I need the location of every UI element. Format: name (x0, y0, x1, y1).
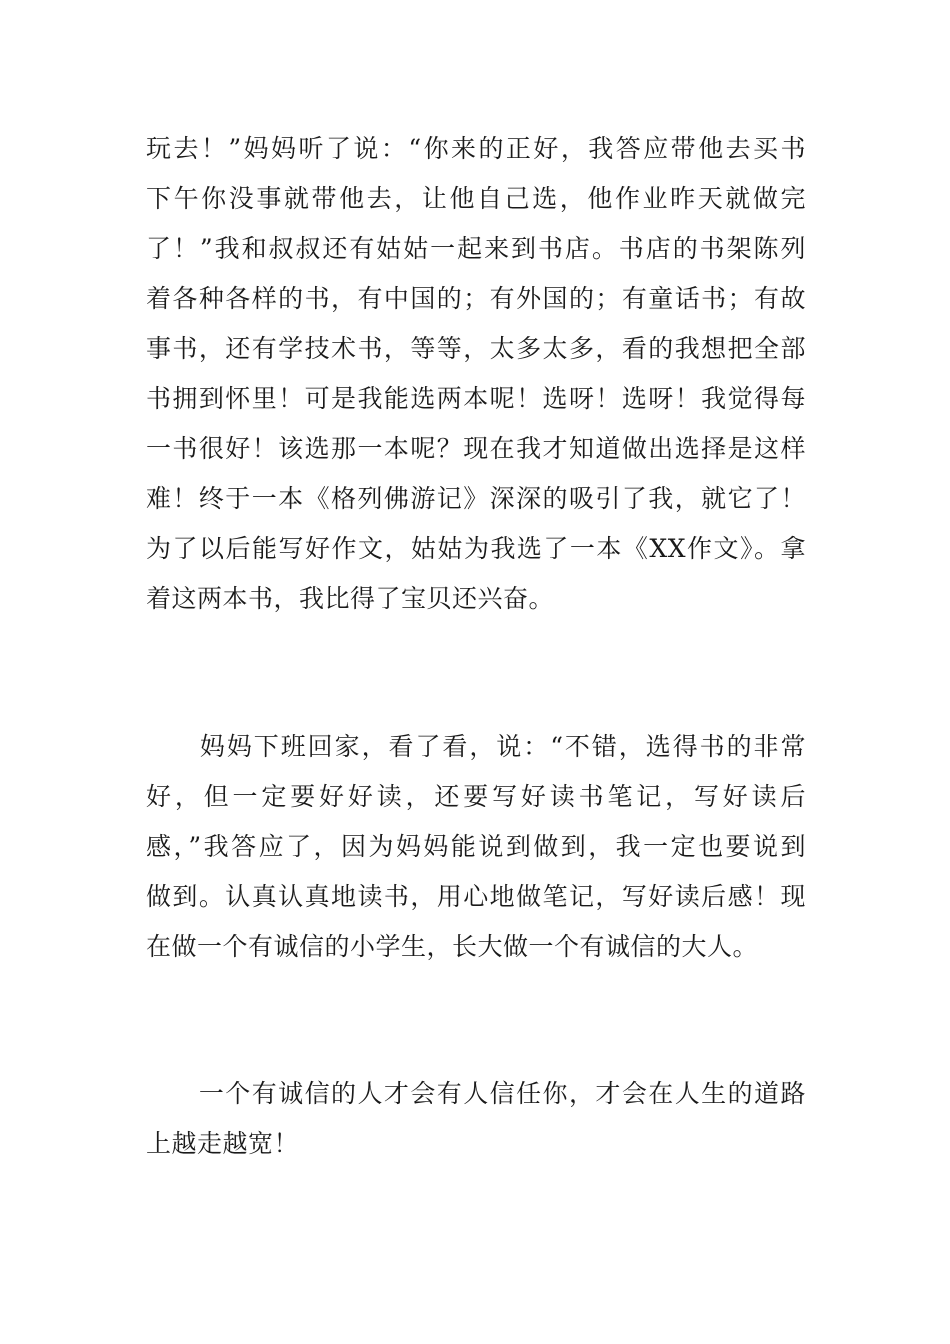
text-line: 事书，还有学技术书，等等，太多太多，看的我想把全部 (146, 334, 806, 363)
paragraph-2 (146, 722, 806, 972)
text-line: 了！”我和叔叔还有姑姑一起来到书店。书店的书架陈列 (146, 234, 806, 263)
text-line: 妈妈下班回家，看了看，说：“不错，选得书的非常 (146, 732, 806, 761)
text-line: 玩去！”妈妈听了说：“你来的正好，我答应带他去买书 (146, 134, 806, 163)
text-line: 一书很好！该选那一本呢？现在我才知道做出选择是这样 (146, 434, 806, 463)
text-line: 上越走越宽！ (146, 1129, 300, 1158)
text-line: 下午你没事就带他去，让他自己选，他作业昨天就做完 (146, 184, 806, 213)
text-line: 着各种各样的书，有中国的；有外国的；有童话书；有故 (146, 284, 806, 313)
text-line: 感，”我答应了，因为妈妈能说到做到，我一定也要说到 (146, 832, 806, 861)
text-line: 一个有诚信的人才会有人信任你，才会在人生的道路 (146, 1079, 806, 1108)
text-line: 难！终于一本《格列佛游记》深深的吸引了我，就它了！ (146, 484, 806, 513)
text-line: 为了以后能写好作文，姑姑为我选了一本《XX作文》。拿 (146, 534, 806, 563)
text-line: 书拥到怀里！可是我能选两本呢！选呀！选呀！我觉得每 (146, 384, 806, 413)
text-line: 着这两本书，我比得了宝贝还兴奋。 (146, 584, 555, 613)
text-line: 做到。认真认真地读书，用心地做笔记，写好读后感！现 (146, 882, 806, 911)
paragraph-1 (146, 124, 806, 624)
text-line: 好，但一定要好好读，还要写好读书笔记，写好读后 (146, 782, 806, 811)
text-line: 在做一个有诚信的小学生，长大做一个有诚信的大人。 (146, 932, 759, 961)
paragraph-3 (146, 1069, 806, 1169)
